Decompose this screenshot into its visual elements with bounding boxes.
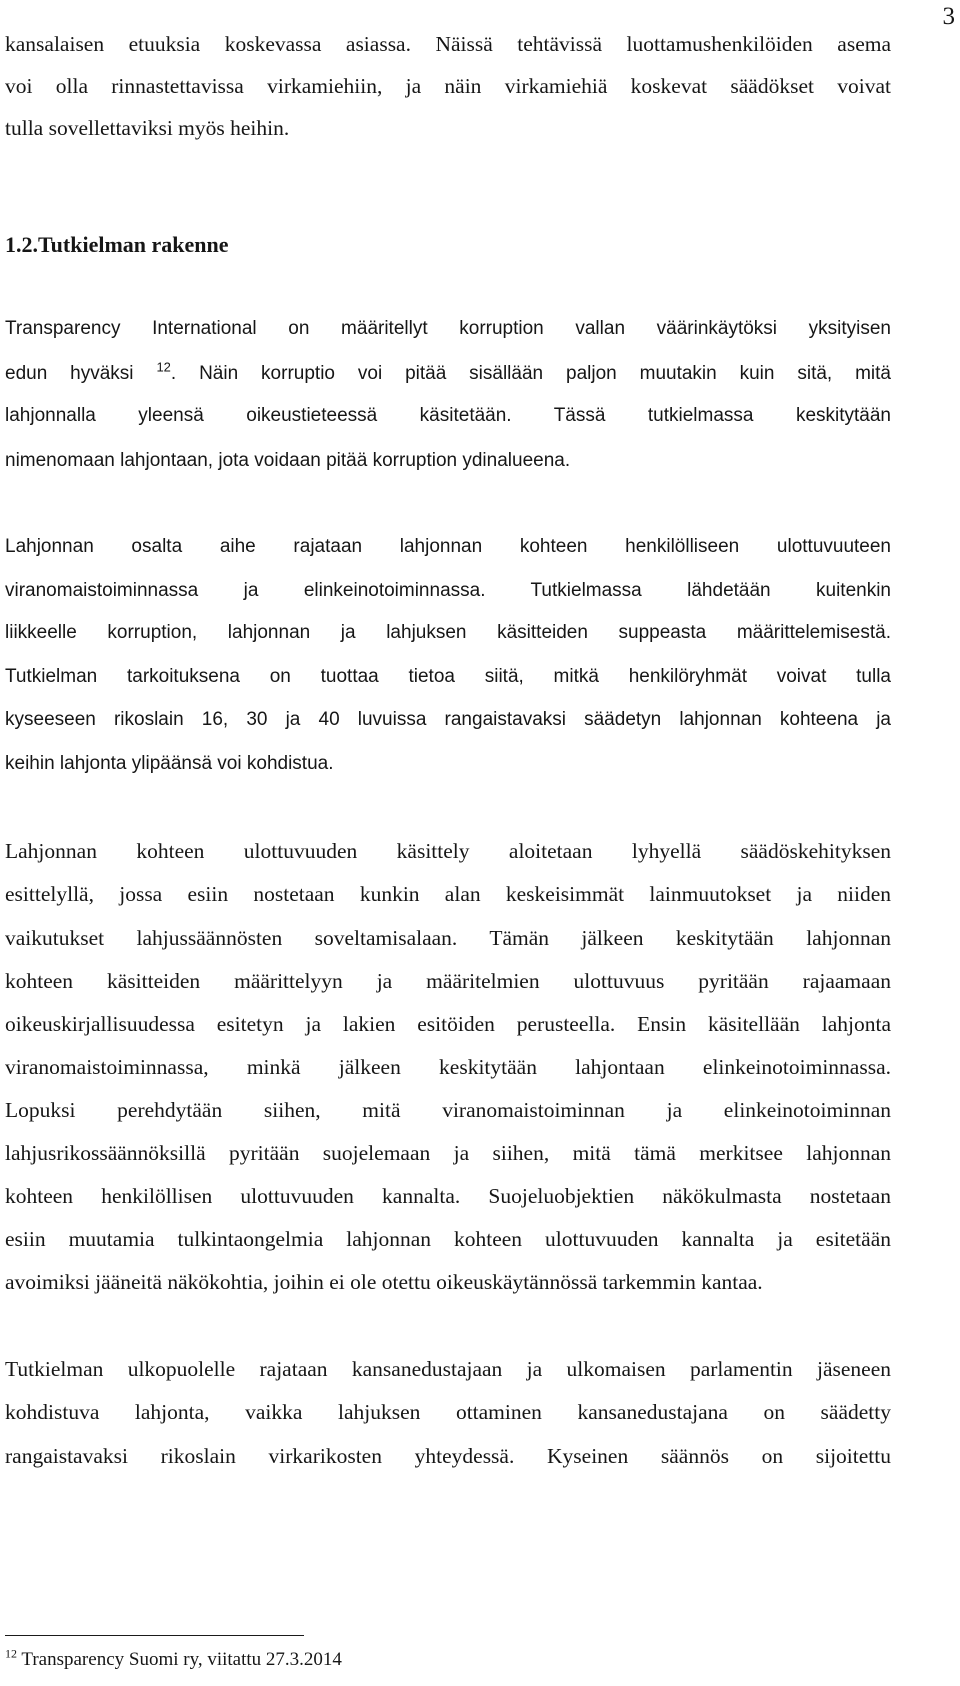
body-line: lahjonnalla yleensä oikeustieteessä käsitetään. Tässä tutkielmassa keskitytään <box>5 405 891 426</box>
page-number: 3 <box>942 3 955 30</box>
body-text: edun hyväksi <box>5 363 134 384</box>
body-line: nimenomaan lahjontaan, jota voidaan pitää korruption ydinalueena. <box>5 450 571 471</box>
footnote-number: 12 <box>5 1646 17 1661</box>
body-line: voi olla rinnastettavissa virkamiehiin, ja näin virkamiehiä koskevat säädökset voivat <box>5 74 891 98</box>
body-line: kohteen henkilöllisen ulottuvuuden kannalta. Suojeluobjektien näkökulmasta nostetaan <box>5 1184 891 1208</box>
footnote <box>5 1646 342 1671</box>
body-line: Lahjonnan osalta aihe rajataan lahjonnan kohteen henkilölliseen ulottuvuuteen <box>5 536 891 557</box>
body-line: Tutkielman tarkoituksena on tuottaa tietoa siitä, mitkä henkilöryhmät voivat tulla <box>5 666 891 687</box>
body-line <box>5 361 891 387</box>
body-line: Tutkielman ulkopuolelle rajataan kansanedustajaan ja ulkomaisen parlamentin jäseneen <box>5 1357 891 1381</box>
footnote-text: Transparency Suomi ry, viitattu 27.3.2014 <box>17 1649 342 1670</box>
body-line: tulla sovellettaviksi myös heihin. <box>5 116 290 140</box>
footnote-separator <box>5 1635 304 1636</box>
body-text: . Näin korruptio voi pitää sisällään paljon muutakin kuin sitä, mitä <box>170 363 892 384</box>
footnote-reference: 12 <box>156 359 171 375</box>
section-number: 1.2. <box>5 232 38 257</box>
body-line: lahjusrikossäännöksillä pyritään suojelemaan ja siihen, mitä tämä merkitsee lahjonnan <box>5 1141 891 1165</box>
body-line: rangaistavaksi rikoslain virkarikosten yhteydessä. Kyseinen säännös on sijoitettu <box>5 1444 891 1468</box>
section-heading <box>5 232 891 258</box>
body-line: kyseeseen rikoslain 16, 30 ja 40 luvuissa rangaistavaksi säädetyn lahjonnan kohteena ja <box>5 709 891 730</box>
body-line: kohdistuva lahjonta, vaikka lahjuksen ottaminen kansanedustajana on säädetty <box>5 1400 891 1424</box>
body-line: viranomaistoiminnassa, minkä jälkeen keskitytään lahjontaan elinkeinotoiminnassa. <box>5 1055 891 1079</box>
body-line: kohteen käsitteiden määrittelyyn ja määritelmien ulottuvuus pyritään rajaamaan <box>5 969 891 993</box>
body-line: Transparency International on määritellyt korruption vallan väärinkäytöksi yksityisen <box>5 318 891 339</box>
body-line: kansalaisen etuuksia koskevassa asiassa. Näissä tehtävissä luottamushenkilöiden asema <box>5 32 891 56</box>
section-title: Tutkielman rakenne <box>38 232 229 257</box>
body-line: keihin lahjonta ylipäänsä voi kohdistua. <box>5 753 334 774</box>
body-line: Lahjonnan kohteen ulottuvuuden käsittely aloitetaan lyhyellä säädöskehityksen <box>5 839 891 863</box>
body-line: viranomaistoiminnassa ja elinkeinotoiminnassa. Tutkielmassa lähdetään kuitenkin <box>5 580 891 601</box>
body-line: avoimiksi jääneitä näkökohtia, joihin ei ole otettu oikeuskäytännössä tarkemmin kantaa. <box>5 1270 763 1294</box>
body-line: liikkeelle korruption, lahjonnan ja lahjuksen käsitteiden suppeasta määrittelemisestä. <box>5 622 891 643</box>
body-line: vaikutukset lahjussäännösten soveltamisalaan. Tämän jälkeen keskitytään lahjonnan <box>5 926 891 950</box>
body-line: Lopuksi perehdytään siihen, mitä viranomaistoiminnan ja elinkeinotoiminnan <box>5 1098 891 1122</box>
body-line: esittelyllä, jossa esiin nostetaan kunkin alan keskeisimmät lainmuutokset ja niiden <box>5 882 891 906</box>
body-line: oikeuskirjallisuudessa esitetyn ja lakien esitöiden perusteella. Ensin käsitellään lahjonta <box>5 1012 891 1036</box>
body-line: esiin muutamia tulkintaongelmia lahjonnan kohteen ulottuvuuden kannalta ja esitetään <box>5 1227 891 1251</box>
